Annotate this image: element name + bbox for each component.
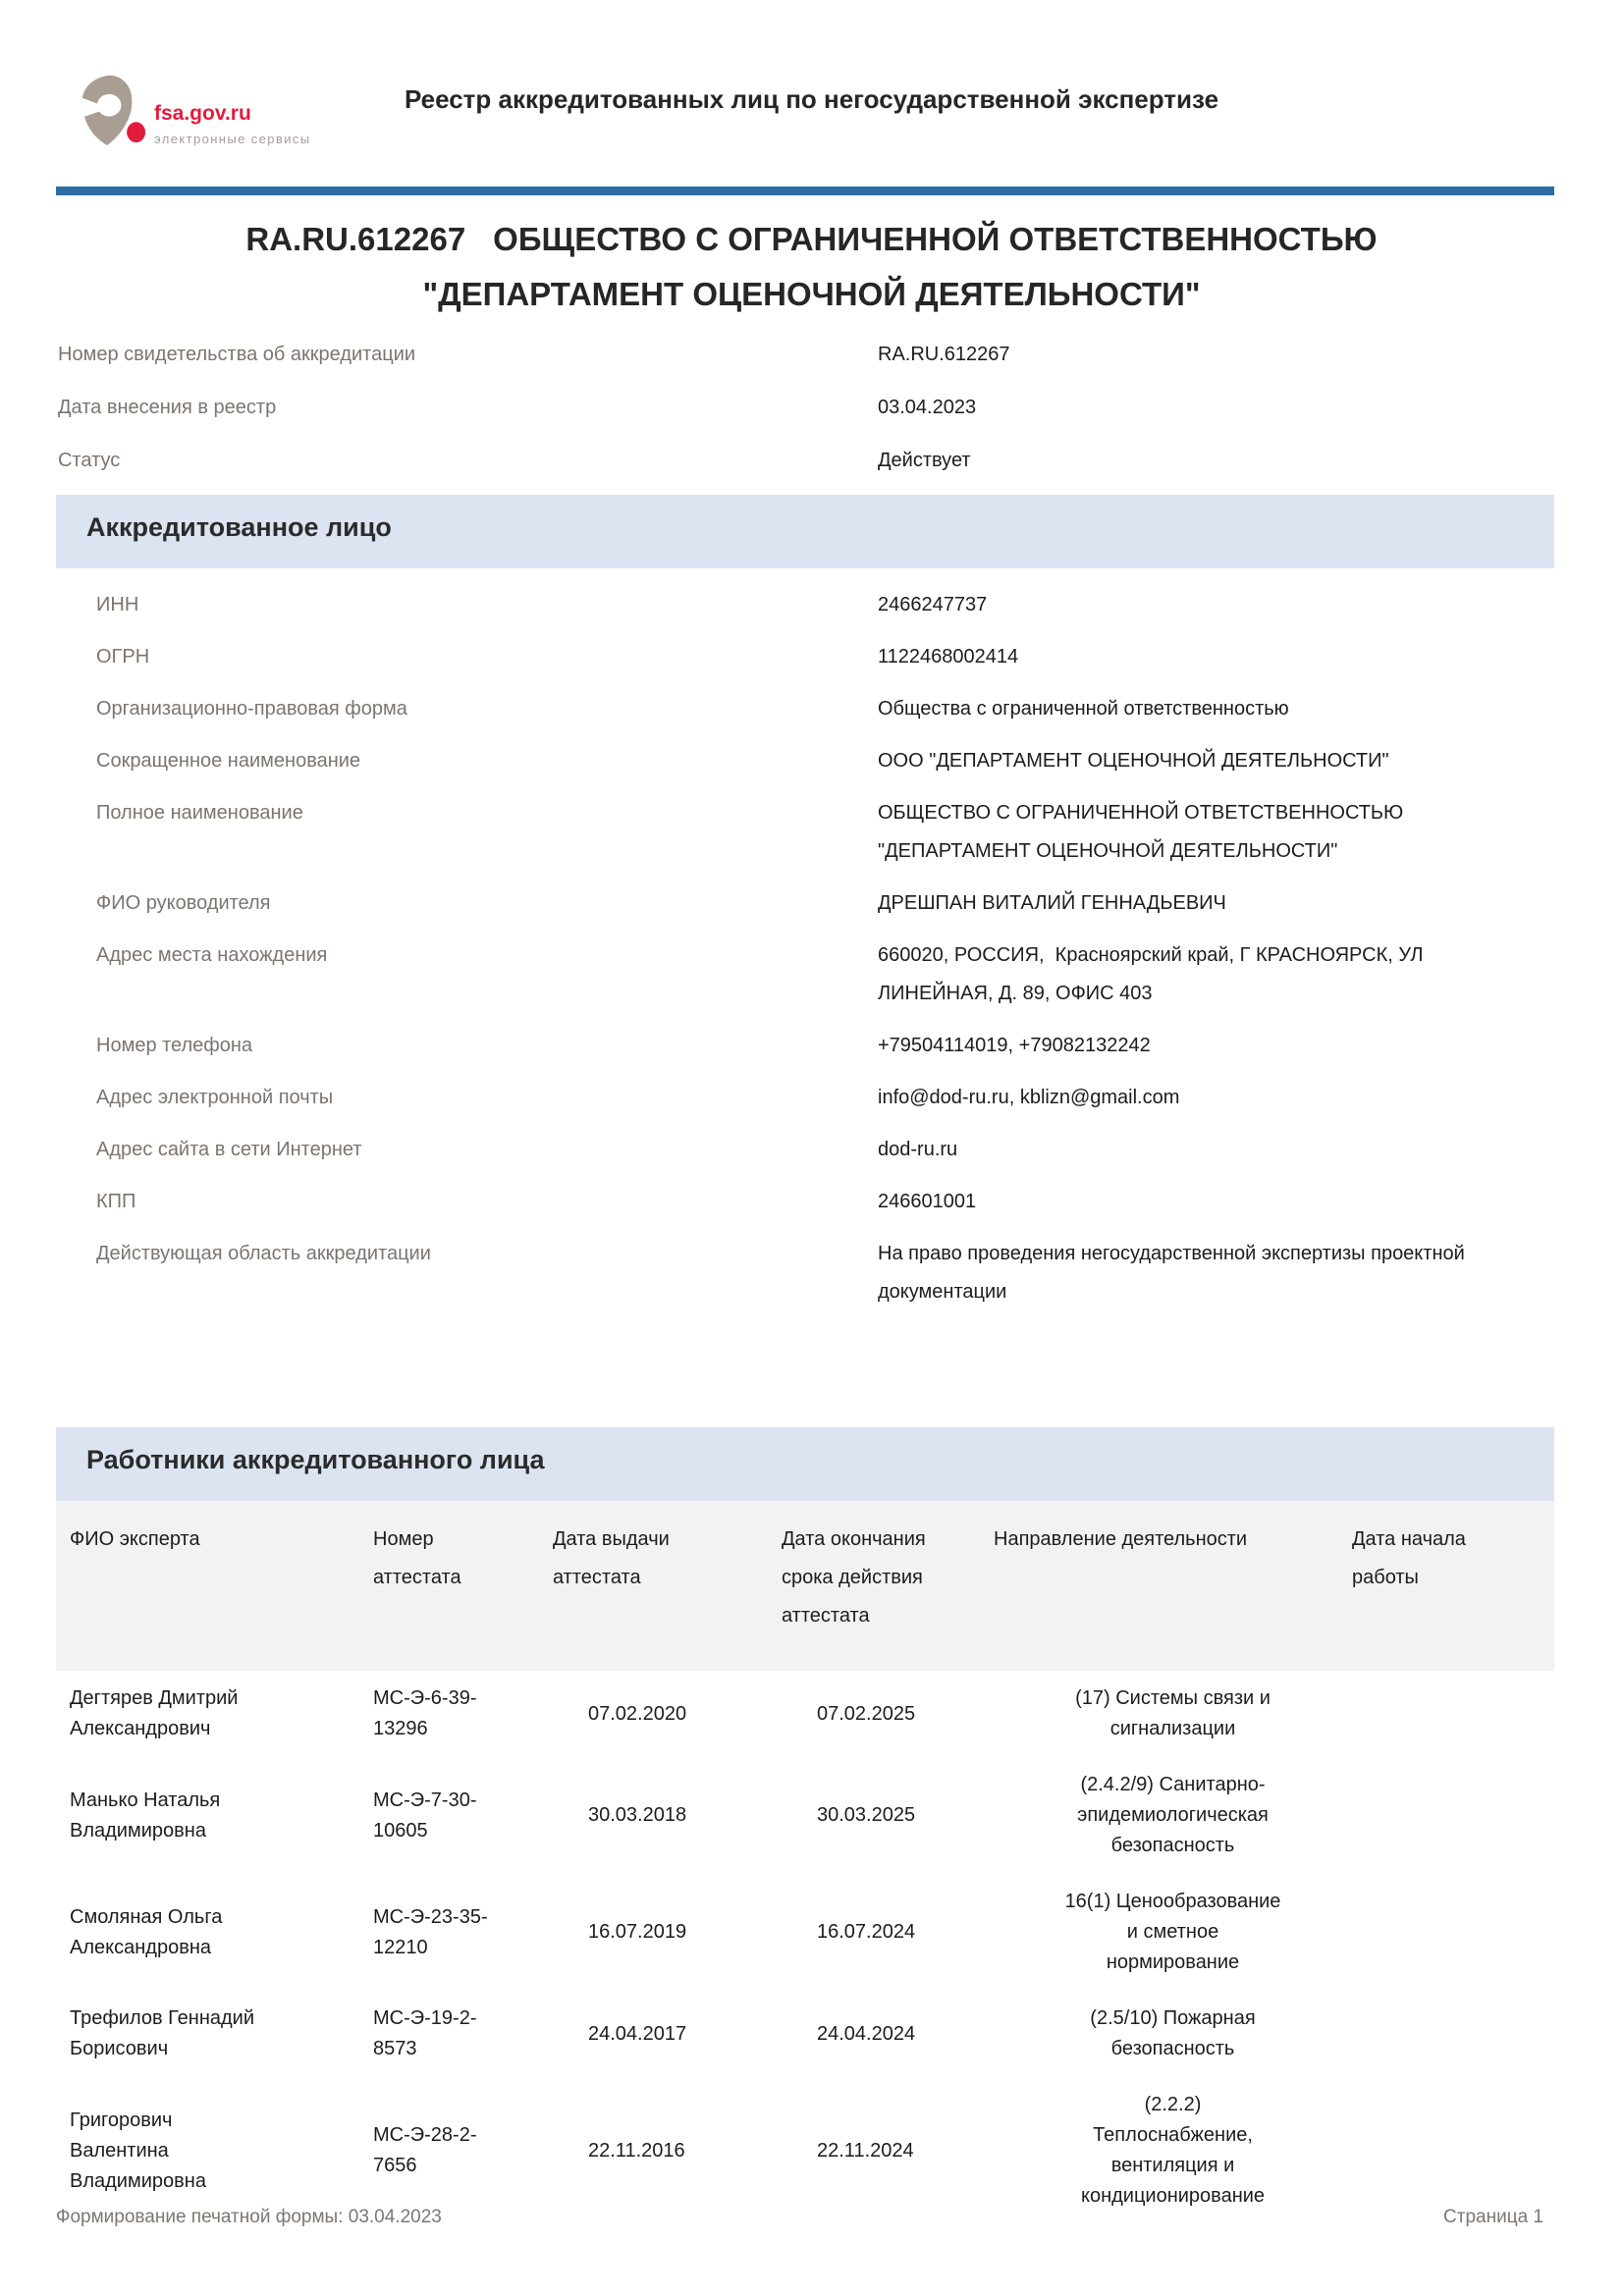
field-label: Организационно-правовая форма [96,698,407,720]
fsa-logo-site: fsa.gov.ru [154,102,251,125]
document-title [0,187,1623,322]
cert-number-cell: МС-Э-7-30-10605 [373,1789,477,1842]
document-title-line1 [59,212,1564,267]
field-value: 1122468002414 [878,646,1019,667]
website-value: dod-ru.ru [878,1139,958,1160]
activity-area-cell: 16(1) Ценообразование и сметное нормирование [1064,1891,1281,1973]
page-number: Страница 1 [1443,2207,1543,2227]
column-header-expiry-date: Дата окончания срока действия аттестата [782,1528,926,1627]
field-value: 03.04.2023 [878,397,977,418]
print-form-timestamp: Формирование печатной формы: 03.04.2023 [56,2207,442,2227]
document-title-line2: "ДЕПАРТАМЕНТ ОЦЕНОЧНОЙ ДЕЯТЕЛЬНОСТИ" [422,276,1201,312]
field-value: ОБЩЕСТВО С ОГРАНИЧЕННОЙ ОТВЕТСТВЕННОСТЬЮ "ДЕПАРТАМЕНТ ОЦЕНОЧНОЙ ДЕЯТЕЛЬНОСТИ" [878,802,1409,862]
cert-number-cell: МС-Э-6-39-13296 [373,1687,477,1739]
field-row [0,1183,1623,1221]
table-row [56,1671,1554,1757]
expert-name-cell: Манько Наталья Владимировна [70,1789,221,1842]
field-value: Общества с ограниченной ответственностью [878,698,1289,720]
field-label: Адрес места нахождения [96,944,328,966]
field-label: Сокращенное наименование [96,750,361,772]
field-value: 660020, РОССИЯ, Красноярский край, Г КРАСНОЯРСК, УЛ ЛИНЕЙНАЯ, Д. 89, ОФИС 403 [878,944,1430,1004]
field-row [0,389,1623,427]
field-value: ООО "ДЕПАРТАМЕНТ ОЦЕНОЧНОЙ ДЕЯТЕЛЬНОСТИ" [878,750,1389,772]
table-row [56,1757,1554,1874]
field-value: ДРЕШПАН ВИТАЛИЙ ГЕННАДЬЕВИЧ [878,892,1226,914]
expiry-date-cell: 16.07.2024 [817,1921,916,1943]
status-value: Действует [878,450,971,471]
issue-date-cell: 16.07.2019 [588,1921,687,1943]
org-name-caps: ОБЩЕСТВО С ОГРАНИЧЕННОЙ ОТВЕТСТВЕННОСТЬЮ [493,221,1378,257]
cert-number-cell: МС-Э-19-2-8573 [373,2007,477,2059]
expert-name-cell: Трефилов Геннадий Борисович [70,2007,255,2059]
accredited-person-section [0,495,1623,1311]
field-label: Действующая область аккредитации [96,1243,431,1264]
column-header-start-date: Дата начала работы [1352,1528,1466,1588]
fsa-logo-subtitle: электронные сервисы [154,132,311,146]
field-label: Статус [58,450,121,471]
expiry-date-cell: 30.03.2025 [817,1804,916,1826]
field-value: 246601001 [878,1191,977,1212]
expiry-date-cell: 24.04.2024 [817,2022,916,2045]
issue-date-cell: 22.11.2016 [588,2139,685,2162]
field-row [0,638,1623,676]
field-row [0,1079,1623,1117]
employees-table [56,1501,1554,2224]
field-row [0,336,1623,374]
activity-area-cell: (2.5/10) Пожарная безопасность [1090,2007,1256,2059]
summary-fields [0,336,1623,480]
field-value: 2466247737 [878,594,988,615]
field-row [0,936,1623,1013]
issue-date-cell: 24.04.2017 [588,2022,687,2045]
field-label: Полное наименование [96,802,303,824]
expert-name-cell: Смоляная Ольга Александровна [70,1905,223,1958]
divider-bar [56,187,1554,195]
field-label: Адрес электронной почты [96,1087,334,1108]
field-label: Дата внесения в реестр [58,397,277,418]
expert-name-cell: Дегтярев Дмитрий Александрович [70,1687,239,1739]
issue-date-cell: 30.03.2018 [588,1804,687,1826]
field-row [0,690,1623,728]
expiry-date-cell: 22.11.2024 [817,2139,914,2162]
field-row [0,794,1623,871]
field-label: ФИО руководителя [96,892,271,914]
cert-number-cell: МС-Э-23-35-12210 [373,1905,488,1958]
employees-section [0,1427,1623,2224]
column-header-expert-name: ФИО эксперта [70,1528,200,1550]
field-label: Адрес сайта в сети Интернет [96,1139,362,1160]
page-header [0,0,1623,187]
expert-name-cell: Григорович Валентина Владимировна [70,2109,206,2192]
issue-date-cell: 07.02.2020 [588,1702,687,1725]
field-value: На право проведения негосударственной экспертизы проектной документации [878,1243,1471,1303]
field-label: КПП [96,1191,136,1212]
expiry-date-cell: 07.02.2025 [817,1702,916,1725]
field-value: RA.RU.612267 [878,344,1010,365]
field-label: ОГРН [96,646,150,667]
field-row [0,1131,1623,1169]
activity-area-cell: (2.4.2/9) Санитарно-эпидемиологическая безопасность [1077,1774,1269,1856]
email-value: info@dod-ru.ru, kblizn@gmail.com [878,1087,1180,1108]
column-header-activity-area: Направление деятельности [994,1528,1248,1550]
field-value: +79504114019, +79082132242 [878,1035,1151,1056]
accredited-person-fields [0,586,1623,1311]
table-row [56,2077,1554,2224]
field-row [0,586,1623,624]
column-header-issue-date: Дата выдачи аттестата [553,1528,670,1588]
activity-area-cell: (17) Системы связи и сигнализации [1075,1687,1271,1739]
table-row [56,1991,1554,2077]
registry-number: RA.RU.612267 [245,221,466,257]
section-header-employees: Работники аккредитованного лица [56,1427,1554,1501]
field-label: ИНН [96,594,139,615]
registry-title: Реестр аккредитованных лиц по негосударственной экспертизе [404,84,1219,114]
table-row [56,1874,1554,1991]
field-row [0,884,1623,923]
section-header-accredited-person: Аккредитованное лицо [56,495,1554,568]
page-footer [56,2207,1543,2228]
cert-number-cell: МС-Э-28-2-7656 [373,2124,477,2176]
column-header-cert-number: Номер аттестата [373,1528,461,1588]
field-row [0,1027,1623,1065]
activity-area-cell: (2.2.2) Теплоснабжение, вентиляция и кондиционирование [1080,2094,1266,2207]
field-row [0,1235,1623,1311]
field-label: Номер свидетельства об аккредитации [58,344,416,365]
field-row [0,442,1623,480]
field-row [0,742,1623,780]
table-header-row [56,1501,1554,1671]
field-label: Номер телефона [96,1035,253,1056]
